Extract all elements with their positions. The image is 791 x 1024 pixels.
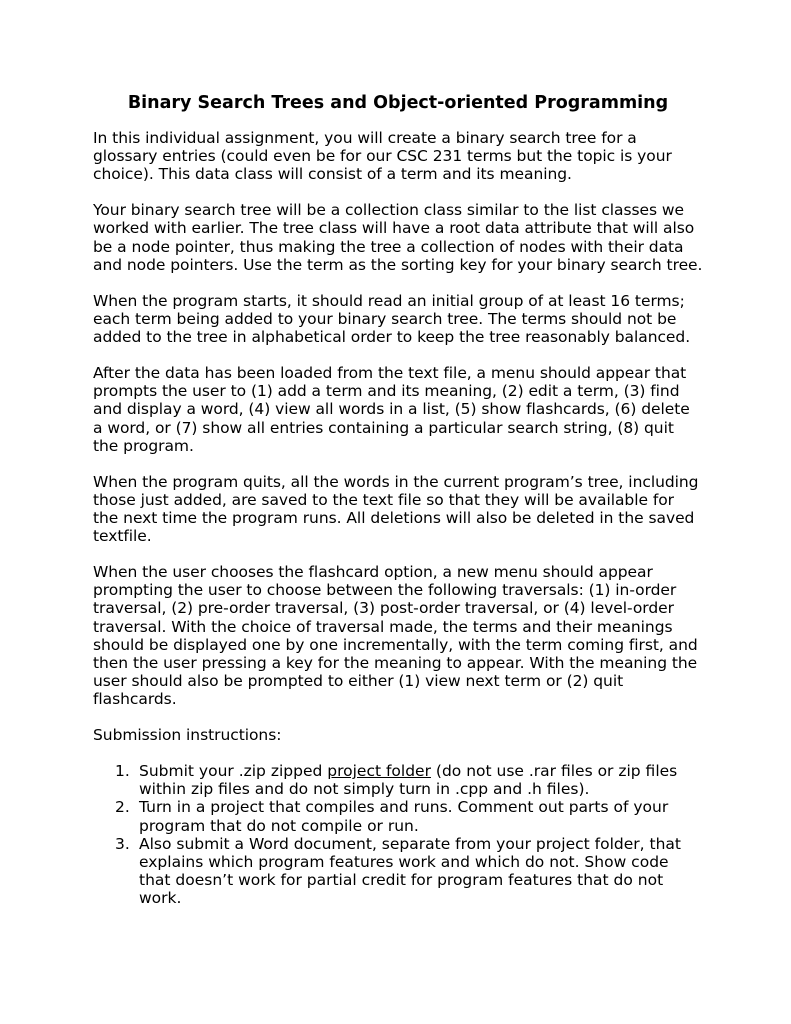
list-item	[93, 798, 703, 834]
list-item-number: 3.	[115, 834, 130, 853]
flashcard-paragraph: When the user chooses the flashcard option, a new menu should appear prompting the user to choose between the following traversals: (1) in-order traversal, (2) pre-order traversal, (3) post-order traversal, or (4) level-order traversal. With the choice of traversal made, the terms and their meanings should be displayed one by one incrementally, with the term coming first, and then the user pressing a key for the meaning to appear. With the meaning the user should also be prompted to either (1) view next term or (2) quit flashcards.	[93, 563, 698, 708]
intro-paragraph: In this individual assignment, you will create a binary search tree for a glossary entries (could even be for our CSC 231 terms but the topic is your choice). This data class will consist of a term and its meaning.	[93, 129, 672, 184]
submission-heading: Submission instructions:	[93, 726, 282, 745]
menu-paragraph: After the data has been loaded from the text file, a menu should appear that prompts the user to (1) add a term and its meaning, (2) edit a term, (3) find and display a word, (4) view all words in a list, (5) show flashcards, (6) delete a word, or (7) show all entries containing a particular search string, (8) quit the program.	[93, 364, 690, 455]
project-folder-link[interactable]: project folder	[327, 762, 431, 781]
list-item-number: 2.	[115, 798, 130, 817]
program-quit-paragraph: When the program quits, all the words in the current program’s tree, including those just added, are saved to the text file so that they will be available for the next time the program runs. All deletions will also be deleted in the saved textfile.	[93, 472, 699, 546]
document-page	[93, 90, 703, 907]
list-item-text: (do not use .rar files or zip files within zip files and do not simply turn in .cpp and .h files).	[139, 762, 678, 799]
list-item-text: Also submit a Word document, separate from your project folder, that explains which program features work and which do not. Show code that doesn’t work for partial credit for program features that do not work.	[139, 834, 681, 907]
list-item-number: 1.	[115, 762, 130, 781]
document-title: Binary Search Trees and Object-oriented Programming	[127, 93, 669, 113]
program-start-paragraph: When the program starts, it should read an initial group of at least 16 terms; each term being added to your binary search tree. The terms should not be added to the tree in alphabetical order to keep the tree reasonably balanced.	[93, 291, 691, 347]
list-item-text: Submit your .zip zipped	[139, 762, 328, 781]
submission-instructions-list	[93, 762, 703, 907]
list-item-text: Turn in a project that compiles and runs. Comment out parts of your program that do not compile or run.	[139, 798, 669, 835]
tree-class-paragraph: Your binary search tree will be a collection class similar to the list classes we worked with earlier. The tree class will have a root data attribute that will also be a node pointer, thus making the tree a collection of nodes with their data and node pointers. Use the term as the sorting key for your binary search tree.	[93, 201, 703, 274]
list-item	[93, 835, 703, 907]
list-item	[93, 762, 703, 798]
